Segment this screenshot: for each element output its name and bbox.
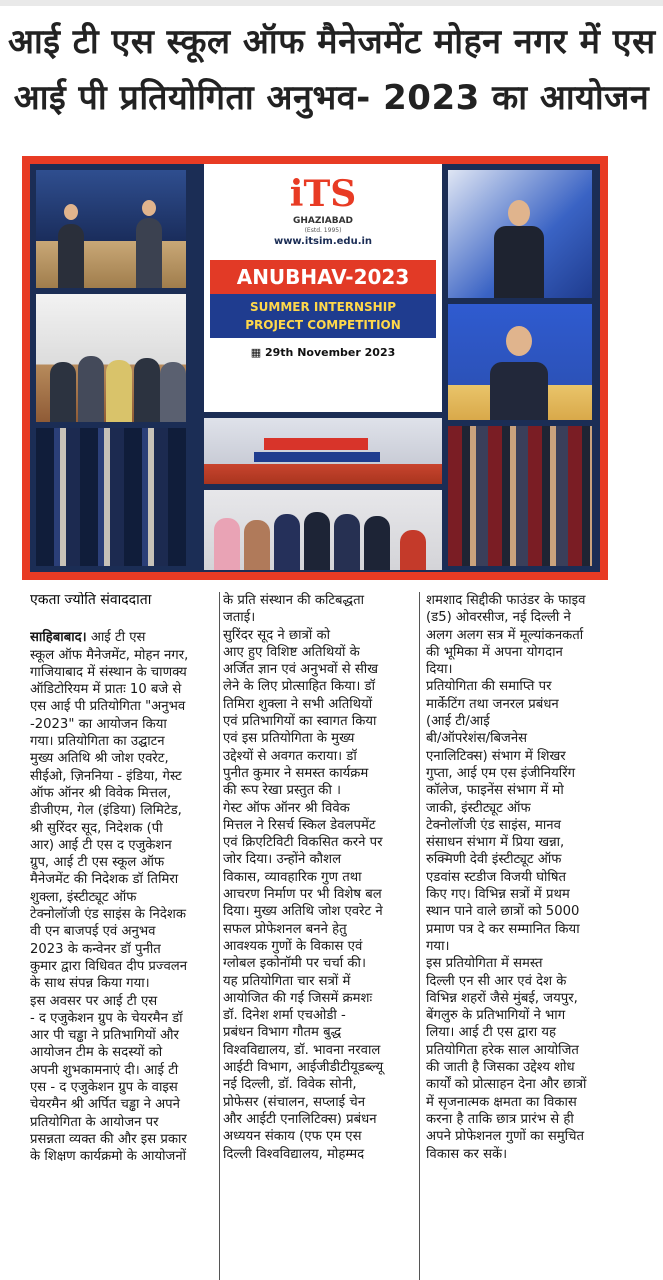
event-subtitle-line-1: SUMMER INTERNSHIP xyxy=(249,300,396,314)
byline: एकता ज्योति संवाददाता xyxy=(30,592,152,608)
headline xyxy=(8,14,655,126)
event-subtitle-line-2: PROJECT COMPETITION xyxy=(245,318,401,332)
article-paragraph: शमशाद सिद्दीकी फाउंडर के फाइव (ड5) ओवरसीज, नई दिल्ली ने अलग अलग सत्र में मूल्यांकनकर्ता की भूमिका में अपना योगदान दिया। xyxy=(426,593,586,678)
its-estd: (Estd. 1995) xyxy=(304,227,342,234)
photo-group-stage xyxy=(204,490,442,570)
top-strip xyxy=(0,0,663,6)
event-title-banner: ANUBHAV-2023 xyxy=(210,260,436,294)
column-rule-1 xyxy=(219,592,220,1280)
photo-audience-right xyxy=(448,426,592,566)
article-paragraph xyxy=(30,629,218,992)
event-date-text: 29th November 2023 xyxy=(264,346,396,359)
photo-stage-screen xyxy=(204,418,442,484)
article-paragraph: के प्रति संस्थान की कटिबद्धता जताई। xyxy=(223,593,365,626)
headline-line-1: आई टी एस स्कूल ऑफ मैनेजमेंट मोहन नगर में एस xyxy=(8,22,656,62)
column-rule-2 xyxy=(419,592,420,1280)
article-column-3 xyxy=(426,592,648,1280)
event-date xyxy=(204,346,442,359)
headline-line-2: आई पी प्रतियोगिता अनुभव- 2023 का आयोजन xyxy=(13,78,650,118)
photo-audience-left xyxy=(36,428,186,566)
photo-award-presentation xyxy=(36,170,186,288)
collage-inner xyxy=(30,164,600,572)
article-paragraph: यह प्रतियोगिता चार सत्रों में आयोजित की गई जिसमें क्रमशः डॉ. दिनेश शर्मा एचओडी - प्रबंधन विभाग गौतम बुद्ध विश्वविद्यालय, डॉ. भावना नरवाल आईटी विभाग, आईजीडीटीयूडब्ल्यू नई दिल्ली, डॉ. विवेक सोनी, प्रोफेसर (संचालन, सप्लाई चेन और आईटी एनालिटिक्स) प्रबंधन अध्ययन संकाय (एफ एम एस दिल्ली विश्वविद्यालय, मोहम्मद xyxy=(223,973,384,1162)
article-paragraph: इस प्रतियोगिता में समस्त दिल्ली एन सी आर एवं देश के विभिन्न शहरों जैसे मुंबई, जयपुर, बेंगलुरु के प्रतिभागियों ने भाग लिया। आई टी एस द्वारा यह प्रतियोगिता हरेक साल आयोजित की जाती है जिसका उद्देश्य शोध कार्यों को प्रोत्साहन देना और छात्रों में सृजनात्मक क्षमता का विकास करना है ताकि छात्र प्रारंभ से ही अपने प्रोफेशनल गुणों का समुचित विकास कर सकें। xyxy=(426,956,587,1162)
article-column-2 xyxy=(223,592,411,1280)
its-city: GHAZIABAD xyxy=(292,216,354,226)
event-photo-collage xyxy=(22,156,608,580)
photo-speaker-chief-guest xyxy=(448,170,592,298)
calendar-icon: ▦ xyxy=(250,346,265,359)
article-paragraph: गेस्ट ऑफ ऑनर श्री विवेक मित्तल ने रिसर्च स्किल डेवलपमेंट एवं क्रिएटिविटी विकसित करने पर जोर दिया। उन्होंने कौशल विकास, व्यावहारिक गुण तथा आचरण निर्माण पर भी विशेष बल दिया। मुख्य अतिथि जोश एवरेट ने सफल प्रोफेशनल बनने हेतु आवश्यक गुणों के विकास एवं ग्लोबल इकोनॉमी पर चर्चा की। xyxy=(223,800,383,972)
article-paragraph: सुरिंदर सूद ने छात्रों को आए हुए विशिष्ट अतिथियों के अर्जित ज्ञान एवं अनुभवों से सीख लेने के लिए प्रोत्साहित किया। डॉ तिमिरा शुक्ला ने सभी अतिथियों एवं प्रतिभागियों का स्वागत किया एवं इस प्रतियोगिता के मुख्य उद्देश्यों से अवगत कराया। डॉ पुनीत कुमार ने समस्त कार्यक्रम की रूप रेखा प्रस्तुत की । xyxy=(223,627,379,799)
article-paragraph: इस अवसर पर आई टी एस - द एजुकेशन ग्रुप के चेयरमैन डॉ आर पी चड्ढा ने प्रतिभागियों और आयोजन टीम के सदस्यों को अपनी शुभकामनाएं दी। आई टी एस - द एजुकेशन ग्रुप के वाइस चेयरमैन श्री अर्पित चड्ढा ने अपने प्रतियोगिता के आयोजन पर प्रसन्नता व्यक्त की और इस प्रकार के शिक्षण कार्यक्रमो के आयोजनों xyxy=(30,993,187,1165)
dateline: साहिबाबाद। xyxy=(30,630,87,646)
photo-lamp-lighting xyxy=(36,294,186,422)
paragraph-text: आई टी एस स्कूल ऑफ मैनेजमेंट, मोहन नगर, गाजियाबाद में संस्थान के चाणक्य ऑडिटोरियम में प्रातः 10 बजे से एस आई पी प्रतियोगिता "अनुभव -2023" का आयोजन किया गया। प्रतियोगिता का उद्घाटन मुख्य अतिथि श्री जोश एवरेट, सीईओ, ज़िननिया - इंडिया, गेस्ट ऑफ ऑनर श्री विवेक मित्तल, डीजीएम, गेल (इंडिया) लिमिटेड, श्री सुरिंदर सूद, निदेशक (पी आर) आई टी एस द एजुकेशन ग्रुप, आई टी एस स्कूल ऑफ मैनेजमेंट की निदेशक डॉ तिमिरा शुक्ला, इंस्टीट्यूट ऑफ टेक्नोलॉजी एंड साइंस के निदेशक वी एन बाजपई एवं अनुभव 2023 के कन्वेनर डॉ पुनीत कुमार द्वारा विधिवत दीप प्रज्वलन के साथ संपन्न किया गया। xyxy=(30,630,189,992)
its-logo: iTS xyxy=(289,173,357,215)
article-body xyxy=(30,592,648,1280)
photo-speaker-convener xyxy=(448,304,592,420)
article-column-1 xyxy=(30,592,218,1280)
event-logo-panel xyxy=(204,164,442,412)
its-url: www.itsim.edu.in xyxy=(273,236,373,247)
article-paragraph: प्रतियोगिता की समाप्ति पर मार्केटिंग तथा जनरल प्रबंधन (आई टी/आई बी/ऑपरेशंस/बिजनेस एनालिटिक्स) संभाग में शिखर गुप्ता, आई एम एस इंजीनियरिंग कॉलेज, फाइनेंस संभाग में मो जाकी, इंस्टीट्यूट ऑफ टेक्नोलॉजी एंड साइंस, मानव संसाधन संभाग में प्रिया खन्ना, रुक्मिणी देवी इंस्टीट्यूट ऑफ एडवांस स्टडीज विजयी घोषित किए गए। विभिन्न सत्रों में प्रथम स्थान पाने वाले छात्रों को 5000 प्रमाण पत्र दे कर सम्मानित किया गया। xyxy=(426,679,580,954)
event-subtitle-banner xyxy=(210,294,436,338)
